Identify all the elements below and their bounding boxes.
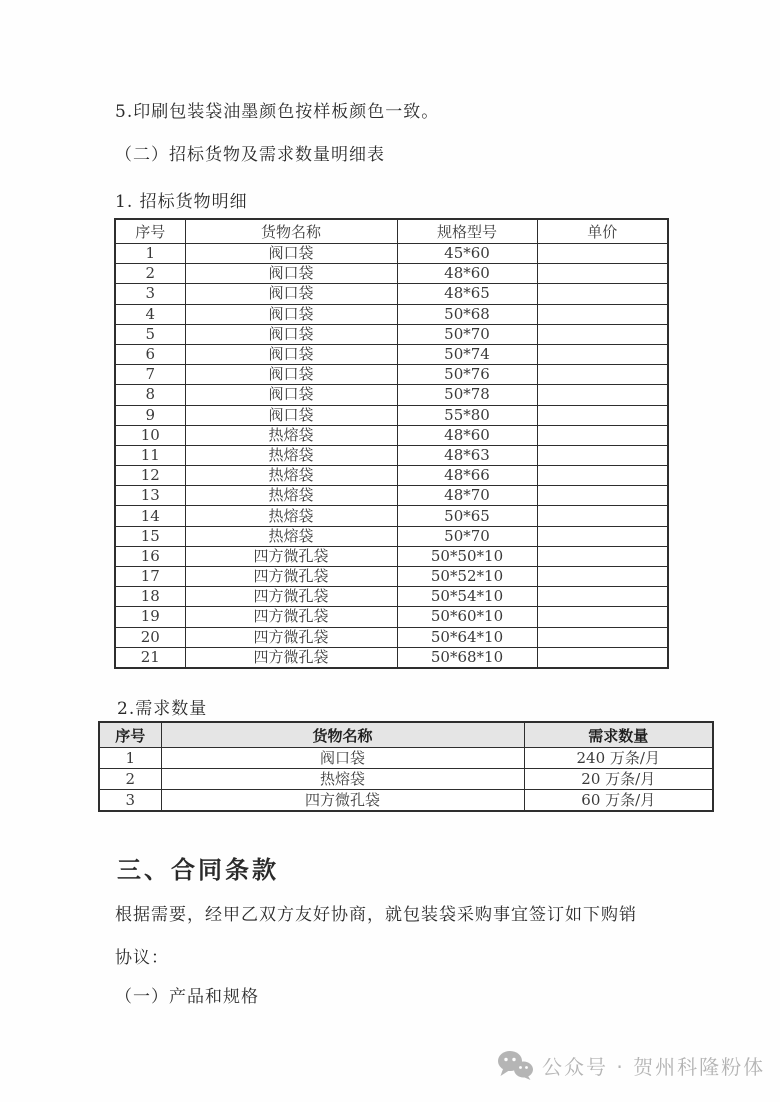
table-cell [537, 405, 668, 425]
table-row [115, 324, 668, 344]
table-row [115, 567, 668, 587]
table-cell: 四方微孔袋 [185, 567, 397, 587]
subsection-label-demand-quantity: 2.需求数量 [117, 699, 208, 719]
table-cell: 60 万条/月 [524, 790, 713, 812]
table-cell: 15 [115, 526, 185, 546]
table-row [115, 244, 668, 264]
table-cell: 阀口袋 [185, 365, 397, 385]
table-cell [537, 546, 668, 566]
table-cell: 19 [115, 607, 185, 627]
chapter-heading-contract-terms: 三、合同条款 [117, 855, 279, 884]
table-row [115, 365, 668, 385]
table-cell [537, 324, 668, 344]
table-cell: 18 [115, 587, 185, 607]
table-cell: 四方微孔袋 [185, 546, 397, 566]
table-cell: 阀口袋 [185, 405, 397, 425]
table-cell [537, 244, 668, 264]
table-cell [537, 486, 668, 506]
table-cell [537, 385, 668, 405]
column-header: 序号 [99, 722, 161, 748]
table-cell: 5 [115, 324, 185, 344]
table-cell: 10 [115, 425, 185, 445]
table-row [115, 526, 668, 546]
table-row [99, 790, 713, 812]
table-cell: 阀口袋 [185, 304, 397, 324]
table-row [115, 587, 668, 607]
table-cell: 9 [115, 405, 185, 425]
table-cell [537, 526, 668, 546]
table-cell: 50*65 [397, 506, 537, 526]
table-cell: 50*70 [397, 324, 537, 344]
table-row [115, 425, 668, 445]
table-cell: 热熔袋 [185, 445, 397, 465]
table-cell: 55*80 [397, 405, 537, 425]
table-cell: 3 [115, 284, 185, 304]
table-cell: 热熔袋 [185, 466, 397, 486]
table-cell [537, 304, 668, 324]
paragraph-agreement-intro: 根据需要，经甲乙双方友好协商，就包装袋采购事宜签订如下购销 [115, 905, 637, 925]
table-cell: 21 [115, 647, 185, 668]
column-header: 货物名称 [185, 219, 397, 244]
table-row [115, 546, 668, 566]
table-cell: 50*60*10 [397, 607, 537, 627]
table-cell: 50*74 [397, 344, 537, 364]
table-cell: 48*70 [397, 486, 537, 506]
table-row [99, 769, 713, 790]
column-header: 单价 [537, 219, 668, 244]
table-cell: 四方微孔袋 [185, 607, 397, 627]
watermark-text: 公众号 · 贺州科隆粉体 [542, 1054, 766, 1079]
table-cell [537, 506, 668, 526]
table-cell: 阀口袋 [161, 748, 524, 769]
table-cell [537, 607, 668, 627]
table-cell: 2 [99, 769, 161, 790]
table-cell: 阀口袋 [185, 244, 397, 264]
table-cell: 阀口袋 [185, 324, 397, 344]
subsection-label-goods-detail: 1. 招标货物明细 [115, 192, 248, 212]
table-cell [537, 445, 668, 465]
table-cell [537, 264, 668, 284]
table-cell: 8 [115, 385, 185, 405]
table-cell [537, 567, 668, 587]
subsection-label-product-and-spec: （一）产品和规格 [115, 987, 259, 1007]
table-row [115, 607, 668, 627]
paragraph-ink-color-note: 5.印刷包装袋油墨颜色按样板颜色一致。 [115, 102, 440, 122]
table-cell: 1 [99, 748, 161, 769]
table-row [115, 264, 668, 284]
table-cell: 50*54*10 [397, 587, 537, 607]
table-cell: 热熔袋 [185, 506, 397, 526]
section-heading-goods-and-quantity: （二）招标货物及需求数量明细表 [115, 145, 385, 165]
column-header: 货物名称 [161, 722, 524, 748]
table-header-row [99, 722, 713, 748]
table-cell: 4 [115, 304, 185, 324]
paragraph-agreement-colon: 协议： [115, 948, 169, 968]
table-cell: 50*76 [397, 365, 537, 385]
table-row [115, 506, 668, 526]
table-cell [537, 587, 668, 607]
table-cell: 50*52*10 [397, 567, 537, 587]
table-row [115, 385, 668, 405]
table-cell: 17 [115, 567, 185, 587]
table-cell: 48*66 [397, 466, 537, 486]
table-row [115, 284, 668, 304]
table-cell: 50*68*10 [397, 647, 537, 668]
table-cell: 20 [115, 627, 185, 647]
table-cell: 12 [115, 466, 185, 486]
table-cell [537, 425, 668, 445]
table-cell: 阀口袋 [185, 385, 397, 405]
table-cell: 7 [115, 365, 185, 385]
table-cell: 50*50*10 [397, 546, 537, 566]
table-cell: 四方微孔袋 [161, 790, 524, 812]
table-cell: 四方微孔袋 [185, 647, 397, 668]
table-cell: 1 [115, 244, 185, 264]
table-cell: 阀口袋 [185, 264, 397, 284]
demand-quantity-table [98, 721, 714, 812]
table-cell: 3 [99, 790, 161, 812]
table-row [115, 486, 668, 506]
table-cell: 14 [115, 506, 185, 526]
table-cell: 16 [115, 546, 185, 566]
goods-detail-table [114, 218, 669, 669]
table-row [115, 466, 668, 486]
table-cell: 热熔袋 [185, 526, 397, 546]
table-row [115, 344, 668, 364]
table-cell [537, 466, 668, 486]
table-cell [537, 365, 668, 385]
table-cell: 四方微孔袋 [185, 627, 397, 647]
table-cell: 48*60 [397, 264, 537, 284]
table-cell: 四方微孔袋 [185, 587, 397, 607]
table-cell: 240 万条/月 [524, 748, 713, 769]
table-cell: 热熔袋 [185, 486, 397, 506]
table-cell [537, 284, 668, 304]
table-cell: 阀口袋 [185, 344, 397, 364]
column-header: 序号 [115, 219, 185, 244]
table-cell: 50*64*10 [397, 627, 537, 647]
table-header-row [115, 219, 668, 244]
table-cell [537, 344, 668, 364]
table-cell: 48*63 [397, 445, 537, 465]
table-cell: 50*68 [397, 304, 537, 324]
table-cell: 热熔袋 [161, 769, 524, 790]
table-cell: 13 [115, 486, 185, 506]
table-cell: 2 [115, 264, 185, 284]
table-cell: 11 [115, 445, 185, 465]
table-row [99, 748, 713, 769]
table-cell: 48*60 [397, 425, 537, 445]
table-cell [537, 627, 668, 647]
column-header: 规格型号 [397, 219, 537, 244]
table-cell [537, 647, 668, 668]
table-row [115, 627, 668, 647]
table-row [115, 647, 668, 668]
table-cell: 6 [115, 344, 185, 364]
column-header: 需求数量 [524, 722, 713, 748]
table-row [115, 405, 668, 425]
wechat-icon [497, 1050, 533, 1080]
table-cell: 阀口袋 [185, 284, 397, 304]
table-cell: 50*70 [397, 526, 537, 546]
table-cell: 20 万条/月 [524, 769, 713, 790]
table-row [115, 304, 668, 324]
table-row [115, 445, 668, 465]
table-cell: 50*78 [397, 385, 537, 405]
table-cell: 48*65 [397, 284, 537, 304]
table-cell: 45*60 [397, 244, 537, 264]
table-cell: 热熔袋 [185, 425, 397, 445]
wechat-watermark [497, 1050, 765, 1080]
